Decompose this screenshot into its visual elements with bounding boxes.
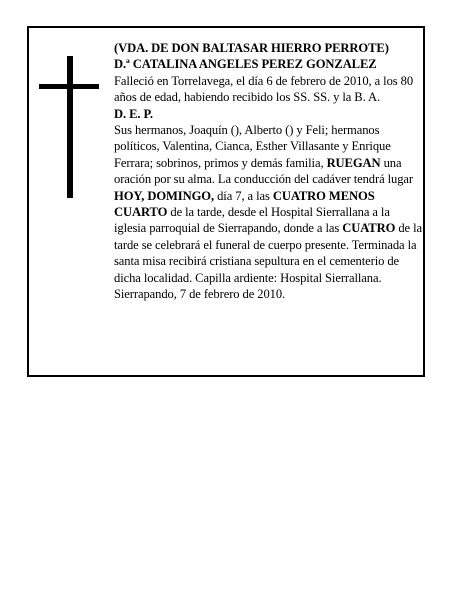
prayer-text: una oración por su alma. La conducción del cadáver tendrá lugar [114,155,414,187]
funeral-text: de la tarde se celebrará el funeral de cuerpo presente. Terminada la santa misa recibirá cristiana sepultura en el cementerio de dicha localidad. Capilla ardiente: Hospital Sierrallana. [114,221,422,285]
family-and-funeral-paragraph [114,122,424,286]
notice-body [114,40,424,303]
place-and-date: Sierrapando, 7 de febrero de 2010. [114,287,286,302]
deceased-name: D.ª CATALINA ANGELES PEREZ GONZALEZ [114,57,377,72]
dia-text: día 7, a las [217,188,270,203]
cross-icon-bar [39,84,99,89]
obituary-notice [27,26,425,377]
route-text: de la tarde, desde el Hospital Sierrallana a la iglesia parroquial de Sierrapando, donde a las [114,205,390,236]
cuatro-menos-cuarto-text: CUATRO MENOS CUARTO [114,188,375,220]
hoy-domingo-text: HOY, DOMINGO, [114,188,215,203]
cuatro-text: CUATRO [342,221,396,236]
rip-line: D. E. P. [114,106,153,121]
death-info: Falleció en Torrelavega, el día 6 de febrero de 2010, a los 80 años de edad, habiendo recibido los SS. SS. y la B. A. [114,73,414,105]
family-text: Sus hermanos, Joaquín (), Alberto () y Feli; hermanos políticos, Valentina, Cianca, Esther Villasante y Enrique Ferrara; sobrinos, primos y demás familia, [114,123,391,170]
cross-icon [67,56,73,198]
widow-line: (VDA. DE DON BALTASAR HIERRO PERROTE) [114,41,389,55]
ruegan-text: RUEGAN [326,155,381,170]
